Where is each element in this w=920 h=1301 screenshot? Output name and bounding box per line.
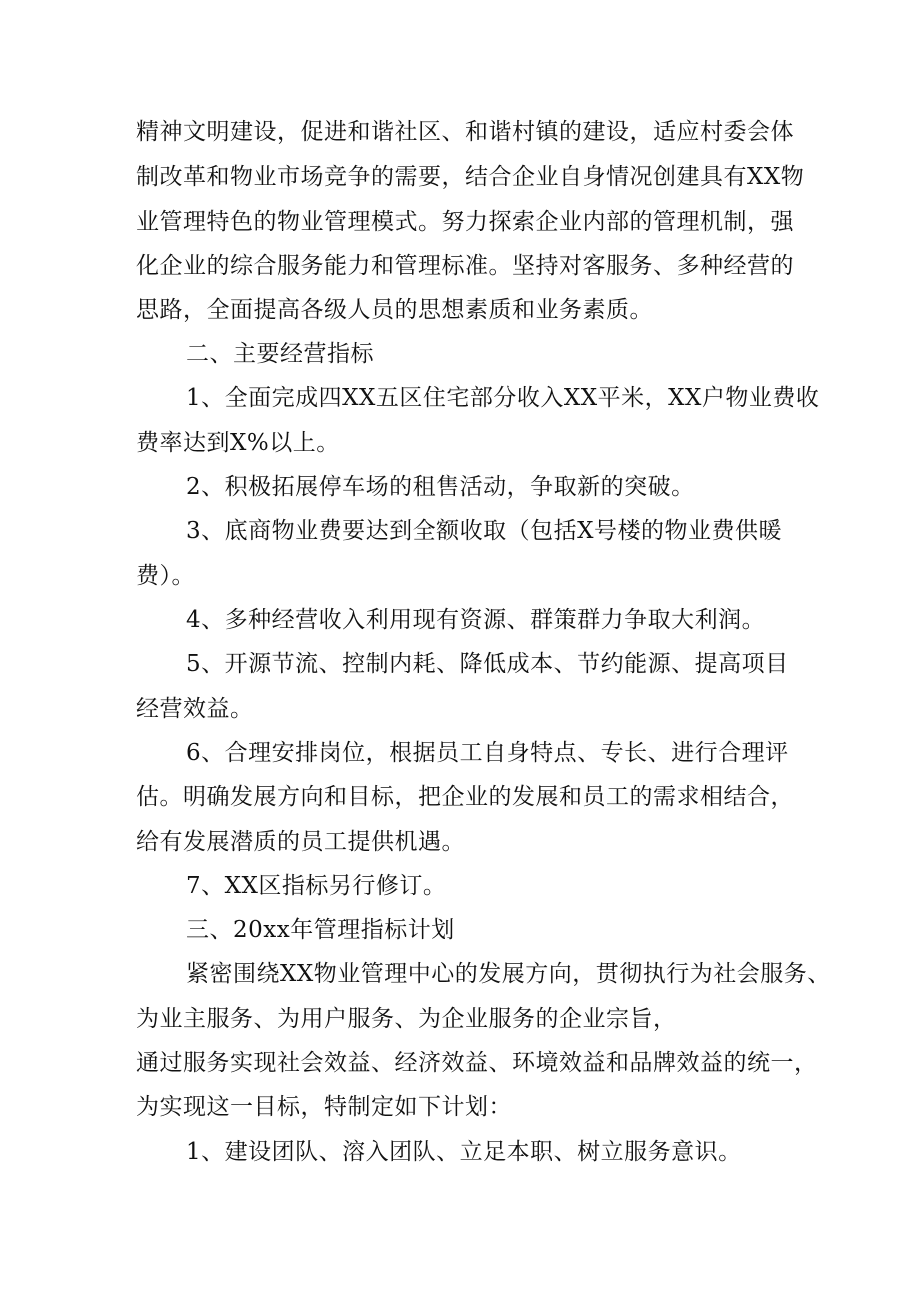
list-item-line: 给有发展潜质的员工提供机遇。 <box>136 829 465 855</box>
list-item-line: 1、建设团队、溶入团队、立足本职、树立服务意识。 <box>186 1139 742 1165</box>
list-item-line: 6、合理安排岗位，根据员工自身特点、专长、进行合理评 <box>186 740 789 766</box>
paragraph-line: 思路，全面提高各级人员的思想素质和业务素质。 <box>136 297 653 323</box>
section-heading: 二、主要经营指标 <box>186 341 374 367</box>
paragraph-line: 通过服务实现社会效益、经济效益、环境效益和品牌效益的统一， <box>136 1050 818 1076</box>
paragraph-line: 紧密围绕XX物业管理中心的发展方向，贯彻执行为社会服务、 <box>186 961 831 987</box>
paragraph-line: 化企业的综合服务能力和管理标准。坚持对客服务、多种经营的 <box>136 253 794 279</box>
list-item-line: 5、开源节流、控制内耗、降低成本、节约能源、提高项目 <box>186 651 789 677</box>
paragraph-line: 精神文明建设，促进和谐社区、和谐村镇的建设，适应村委会体 <box>136 119 794 145</box>
list-item-line: 估。明确发展方向和目标，把企业的发展和员工的需求相结合， <box>136 784 794 810</box>
list-item-line: 费）。 <box>136 563 195 589</box>
list-item-line: 4、多种经营收入利用现有资源、群策群力争取大利润。 <box>186 607 766 633</box>
list-item-line: 3、底商物业费要达到全额收取（包括X号楼的物业费供暖 <box>186 518 783 544</box>
paragraph-line: 为实现这一目标，特制定如下计划： <box>136 1094 512 1120</box>
list-item-line: 7、XX区指标另行修订。 <box>186 873 447 899</box>
section-heading: 三、20xx年管理指标计划 <box>186 917 455 943</box>
paragraph-line: 业管理特色的物业管理模式。努力探索企业内部的管理机制，强 <box>136 209 794 235</box>
list-item-line: 经营效益。 <box>136 696 254 722</box>
list-item-line: 2、积极拓展停车场的租售活动，争取新的突破。 <box>186 474 695 500</box>
list-item-line: 费率达到X%以上。 <box>136 430 340 456</box>
paragraph-line: 为业主服务、为用户服务、为企业服务的企业宗旨， <box>136 1006 677 1032</box>
list-item-line: 1、全面完成四XX五区住宅部分收入XX平米，XX户物业费收 <box>186 385 820 411</box>
paragraph-line: 制改革和物业市场竞争的需要，结合企业自身情况创建具有XX物 <box>136 164 805 190</box>
